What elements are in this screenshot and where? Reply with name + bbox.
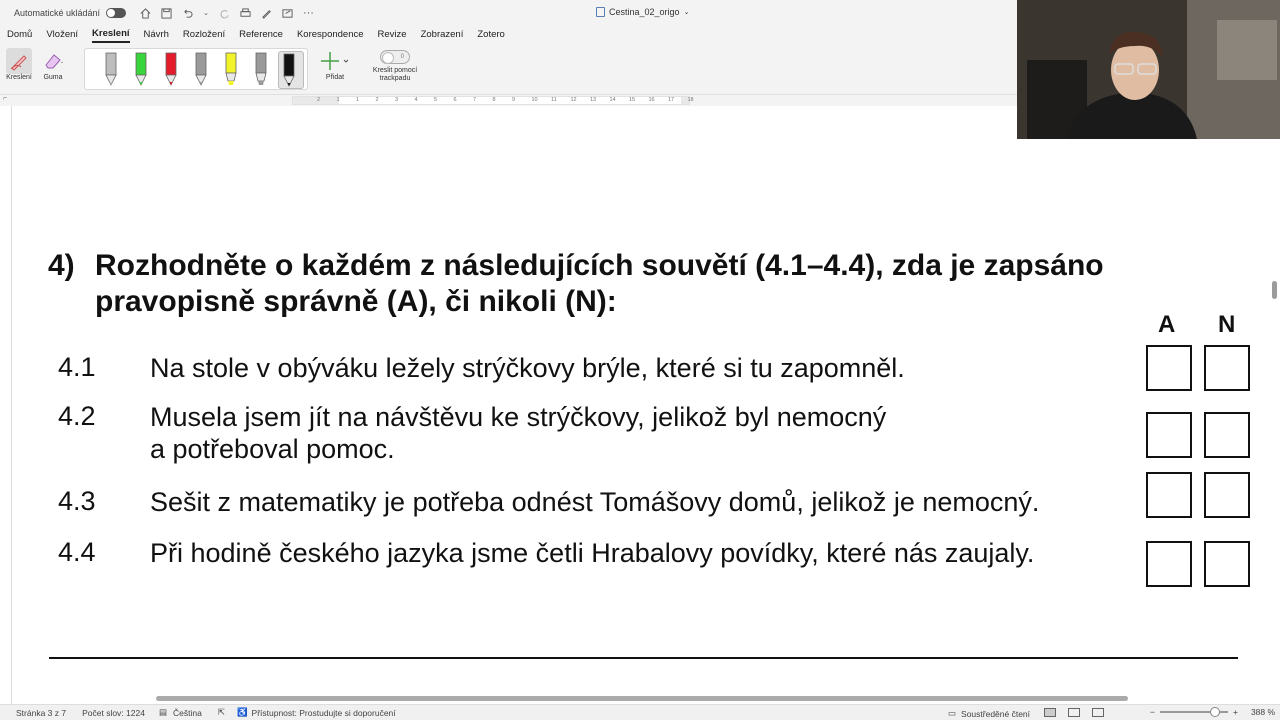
pen-icon: [101, 51, 121, 89]
highlighter-grey[interactable]: [251, 51, 271, 89]
answer-box-n[interactable]: [1204, 345, 1250, 391]
autosave[interactable]: [14, 8, 126, 18]
divider-line: [49, 657, 1238, 659]
ruler-number: 12: [570, 97, 577, 103]
document-title[interactable]: [596, 7, 689, 17]
pen-black[interactable]: [278, 51, 304, 89]
pen-icon: [161, 51, 181, 89]
answer-box-a[interactable]: [1146, 541, 1192, 587]
zoom-control: [1150, 707, 1275, 717]
column-n-label: N: [1218, 311, 1236, 338]
ruler-margin-left: [293, 97, 339, 104]
tab-rozlozeni[interactable]: Rozložení: [182, 28, 226, 40]
horizontal-scrollbar[interactable]: [156, 696, 1128, 701]
more-icon[interactable]: ···: [302, 7, 314, 19]
pen-grey[interactable]: [101, 51, 121, 89]
item-text: Na stole v obýváku ležely strýčkovy brýle, které si tu zapomněl.: [150, 353, 905, 383]
draw-tool-label: Kreslení: [6, 74, 32, 81]
ruler-number: 11: [551, 97, 557, 103]
undo-icon[interactable]: [182, 8, 193, 19]
tab-korespondence[interactable]: Korespondence: [296, 28, 364, 40]
zoom-slider-knob[interactable]: [1210, 707, 1220, 717]
answer-box-n[interactable]: [1204, 472, 1250, 518]
ruler-number: 1: [356, 97, 360, 103]
pen-green[interactable]: [131, 51, 151, 89]
web-layout-view-icon[interactable]: [1068, 708, 1080, 717]
tab-kresleni[interactable]: Kreslení: [92, 28, 130, 43]
tab-navrh[interactable]: Návrh: [143, 28, 169, 40]
item-text-continued: a potřeboval pomoc.: [150, 434, 395, 464]
autosave-label: Automatické ukládání: [14, 8, 101, 18]
add-pen-label: Přidat: [325, 74, 345, 81]
item-number: 4.4: [58, 537, 96, 567]
pen-pencil-grey[interactable]: [191, 51, 211, 89]
autosave-toggle[interactable]: [106, 8, 126, 18]
redo-icon[interactable]: [219, 8, 230, 19]
add-pen-button[interactable]: [320, 48, 350, 81]
page-edge: [11, 106, 12, 704]
tab-zobrazeni[interactable]: Zobrazení: [420, 28, 464, 40]
zoom-out-button[interactable]: −: [1150, 707, 1155, 717]
spellcheck-icon[interactable]: ▤: [158, 707, 167, 717]
ruler-number: 2: [317, 97, 321, 103]
vertical-scrollbar[interactable]: [1272, 281, 1277, 299]
column-a-label: A: [1158, 311, 1176, 338]
pen-icon: [251, 51, 271, 89]
draw-tool-button[interactable]: [6, 48, 32, 81]
ruler-number: 10: [531, 97, 538, 103]
zoom-slider[interactable]: [1160, 711, 1228, 713]
quick-access-toolbar: [140, 7, 314, 19]
ruler-number: 14: [609, 97, 616, 103]
ruler-number: 6: [453, 97, 457, 103]
highlighter-yellow[interactable]: [221, 51, 241, 89]
document-icon: [596, 7, 605, 17]
trackpad-toggle[interactable]: [380, 50, 410, 64]
pen-icon: [221, 51, 241, 89]
chevron-down-icon: ⌄: [683, 9, 690, 16]
pen-red[interactable]: [161, 51, 181, 89]
item-text: Při hodině českého jazyka jsme četli Hrabalovy povídky, které nás zaujaly.: [150, 538, 1035, 568]
tab-stop-icon[interactable]: ⌐: [3, 95, 8, 102]
focus-mode-button[interactable]: [948, 708, 1030, 719]
trackpad-toggle-value: 0: [400, 54, 404, 60]
item-text: Musela jsem jít na návštěvu ke strýčkovy, jelikož byl nemocný: [150, 402, 887, 432]
question-number: 4): [48, 249, 75, 282]
pen-gallery: [84, 48, 308, 90]
ruler-number: 3: [395, 97, 399, 103]
zoom-in-button[interactable]: +: [1232, 707, 1238, 717]
tab-reference[interactable]: Reference: [239, 28, 283, 40]
draw-icon: [6, 48, 32, 74]
answer-box-n[interactable]: [1204, 412, 1250, 458]
home-icon[interactable]: [140, 8, 151, 19]
print-layout-view-icon[interactable]: [1044, 708, 1056, 717]
ruler-number: 16: [648, 97, 655, 103]
item-number: 4.3: [58, 486, 96, 516]
ruler-number: 4: [414, 97, 418, 103]
ruler-number: 9: [512, 97, 516, 103]
ruler-number: 7: [473, 97, 477, 103]
ruler-number: 5: [434, 97, 438, 103]
presenter-video: [1017, 0, 1280, 139]
ruler-number: 18: [687, 97, 694, 103]
tab-vlozeni[interactable]: Vložení: [46, 28, 79, 40]
focus-label: Soustředěné čtení: [961, 708, 1031, 719]
tab-revize[interactable]: Revize: [377, 28, 407, 40]
outline-view-icon[interactable]: [1092, 708, 1104, 717]
ruler-number: 17: [668, 97, 675, 103]
webcam-overlay: [1017, 0, 1280, 139]
document-title-text: Cestina_02_origo: [609, 7, 680, 17]
item-number: 4.2: [58, 401, 96, 431]
tab-zotero[interactable]: Zotero: [477, 28, 505, 40]
page-count[interactable]: Stránka 3 z 7: [16, 707, 67, 718]
pen-icon: [131, 51, 151, 89]
undo-dropdown-icon[interactable]: ⌄: [203, 10, 209, 17]
draw-with-trackpad[interactable]: [366, 50, 424, 83]
ruler-number: 13: [590, 97, 597, 103]
layout-icon[interactable]: ⇱: [217, 707, 225, 717]
ruler-number: 15: [629, 97, 636, 103]
tab-domu[interactable]: Domů: [7, 28, 33, 40]
ruler-number: 8: [492, 97, 496, 103]
answer-box-a[interactable]: [1146, 412, 1192, 458]
item-text: Sešit z matematiky je potřeba odnést Tomášovy domů, jelikož je nemocný.: [150, 487, 1040, 517]
menu-tabs: [0, 26, 512, 44]
answer-box-a[interactable]: [1146, 472, 1192, 518]
eraser-tool-button[interactable]: [40, 48, 66, 81]
save-icon[interactable]: [161, 8, 172, 19]
eraser-tool-label: Guma: [43, 74, 63, 81]
accessibility-icon[interactable]: ♿: [236, 707, 248, 717]
accessibility-status[interactable]: Přístupnost: Prostudujte si doporučení: [251, 707, 396, 718]
ruler-number: 1: [336, 97, 340, 103]
item-number: 4.1: [58, 352, 96, 382]
customize-icon[interactable]: [282, 8, 293, 19]
answer-box-a[interactable]: [1146, 345, 1192, 391]
pen-icon: [279, 52, 299, 90]
focus-icon: ▭: [948, 708, 957, 718]
view-switcher: [1044, 708, 1104, 717]
answer-box-n[interactable]: [1204, 541, 1250, 587]
print-icon[interactable]: [240, 8, 251, 19]
document-area[interactable]: [0, 106, 1280, 704]
pen-icon: [191, 51, 211, 89]
pen-icon[interactable]: [261, 8, 272, 19]
plus-icon: [320, 48, 350, 74]
status-bar: [0, 704, 1280, 720]
ruler-number: 2: [375, 97, 379, 103]
question-text: Rozhodněte o každém z následujících souvětí (4.1–4.4), zda je zapsáno pravopisně správně (A), či nikoli (N):: [95, 249, 1104, 318]
horizontal-ruler[interactable]: [292, 96, 694, 105]
word-count[interactable]: Počet slov: 1224: [82, 707, 145, 718]
trackpad-label: Kreslit pomocí trackpadu: [372, 67, 418, 82]
zoom-level[interactable]: 388 %: [1250, 707, 1276, 717]
eraser-icon: [40, 48, 66, 74]
language[interactable]: Čeština: [172, 707, 202, 718]
